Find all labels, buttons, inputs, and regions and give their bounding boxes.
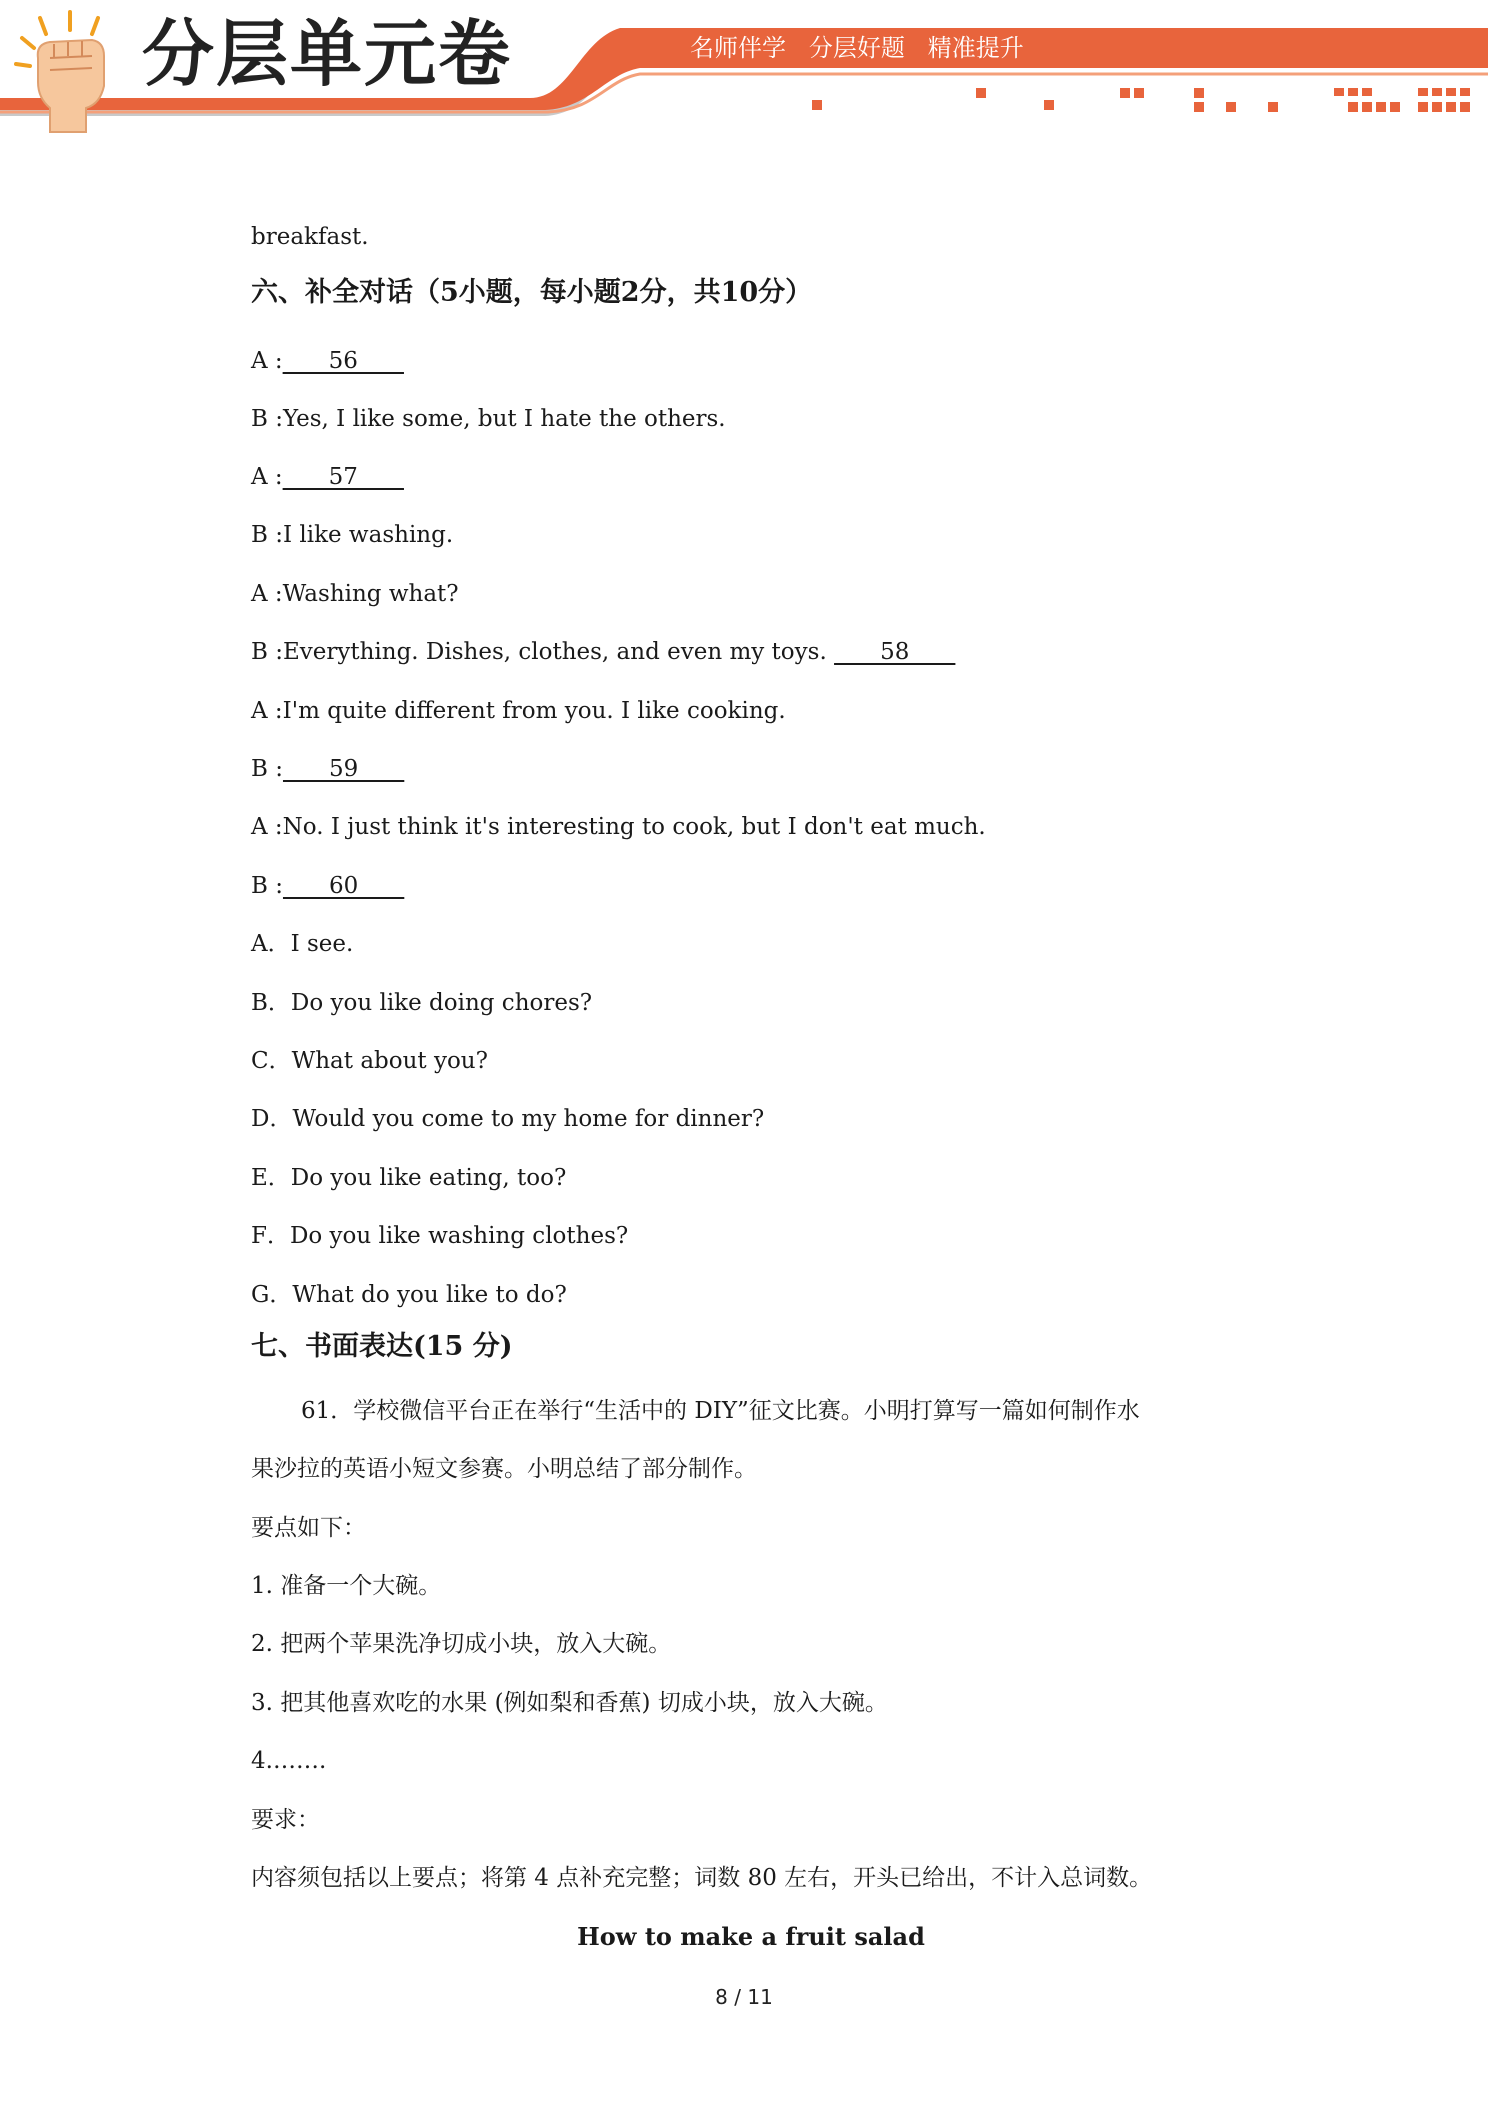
point-1: 1. 准备一个大碗。	[251, 1573, 442, 1599]
speaker-label: A :	[251, 464, 283, 490]
option-c: C．What about you?	[251, 1048, 488, 1074]
dialogue-line-10	[251, 871, 404, 901]
section-6-heading: 六、补全对话（5小题，每小题2分，共10分）	[251, 277, 813, 308]
question-61-line-1: 61．学校微信平台正在举行“生活中的 DIY”征文比赛。小明打算写一篇如何制作水	[301, 1398, 1140, 1424]
header-slogan: 名师伴学 分层好题 精准提升	[690, 34, 1024, 62]
dialogue-line-3	[251, 462, 404, 492]
dialogue-line-6	[251, 637, 955, 667]
point-3: 3. 把其他喜欢吃的水果 (例如梨和香蕉) 切成小块，放入大碗。	[251, 1690, 888, 1716]
blank-57: ____57____	[282, 464, 404, 490]
dialogue-line-2: B :Yes, I like some, but I hate the others.	[251, 406, 726, 432]
speaker-label: B :	[251, 756, 283, 782]
section-7-heading: 七、书面表达(15 分)	[251, 1331, 513, 1362]
points-label: 要点如下：	[251, 1515, 366, 1541]
option-a: A．I see.	[251, 931, 354, 957]
requirements-text: 内容须包括以上要点；将第 4 点补充完整；词数 80 左右，开头已给出，不计入总词数。	[251, 1865, 1153, 1891]
dialogue-line-8	[251, 754, 404, 784]
requirements-label: 要求：	[251, 1807, 320, 1833]
dialogue-line-5: A :Washing what?	[251, 581, 459, 607]
text-line-breakfast: breakfast.	[251, 224, 369, 250]
option-d: D．Would you come to my home for dinner?	[251, 1106, 765, 1132]
page-number: 8 / 11	[715, 1985, 773, 2009]
question-61-line-2: 果沙拉的英语小短文参赛。小明总结了部分制作。	[251, 1456, 757, 1482]
dialogue-line-1	[251, 346, 404, 376]
dialogue-line-4: B :I like washing.	[251, 522, 454, 548]
essay-title: How to make a fruit salad	[577, 1922, 925, 1951]
option-g: G．What do you like to do?	[251, 1282, 567, 1308]
option-e: E．Do you like eating, too?	[251, 1165, 567, 1191]
dialogue-line-9: A :No. I just think it's interesting to cook, but I don't eat much.	[251, 814, 986, 840]
brand-title: 分层单元卷	[142, 12, 513, 96]
dialogue-text: B :Everything. Dishes, clothes, and even my toys.	[251, 639, 835, 665]
point-2: 2. 把两个苹果洗净切成小块，放入大碗。	[251, 1631, 672, 1657]
option-b: B．Do you like doing chores?	[251, 990, 593, 1016]
page-header	[0, 0, 1488, 140]
option-f: F．Do you like washing clothes?	[251, 1223, 629, 1249]
point-4: 4.…….	[251, 1748, 327, 1774]
blank-60: ____60____	[282, 873, 405, 899]
blank-56: ____56____	[282, 348, 404, 374]
speaker-label: A :	[251, 348, 283, 374]
blank-59: ____59____	[282, 756, 405, 782]
speaker-label: B :	[251, 873, 283, 899]
blank-58: ____58____	[834, 639, 956, 665]
dialogue-line-7: A :I'm quite different from you. I like cooking.	[251, 698, 786, 724]
